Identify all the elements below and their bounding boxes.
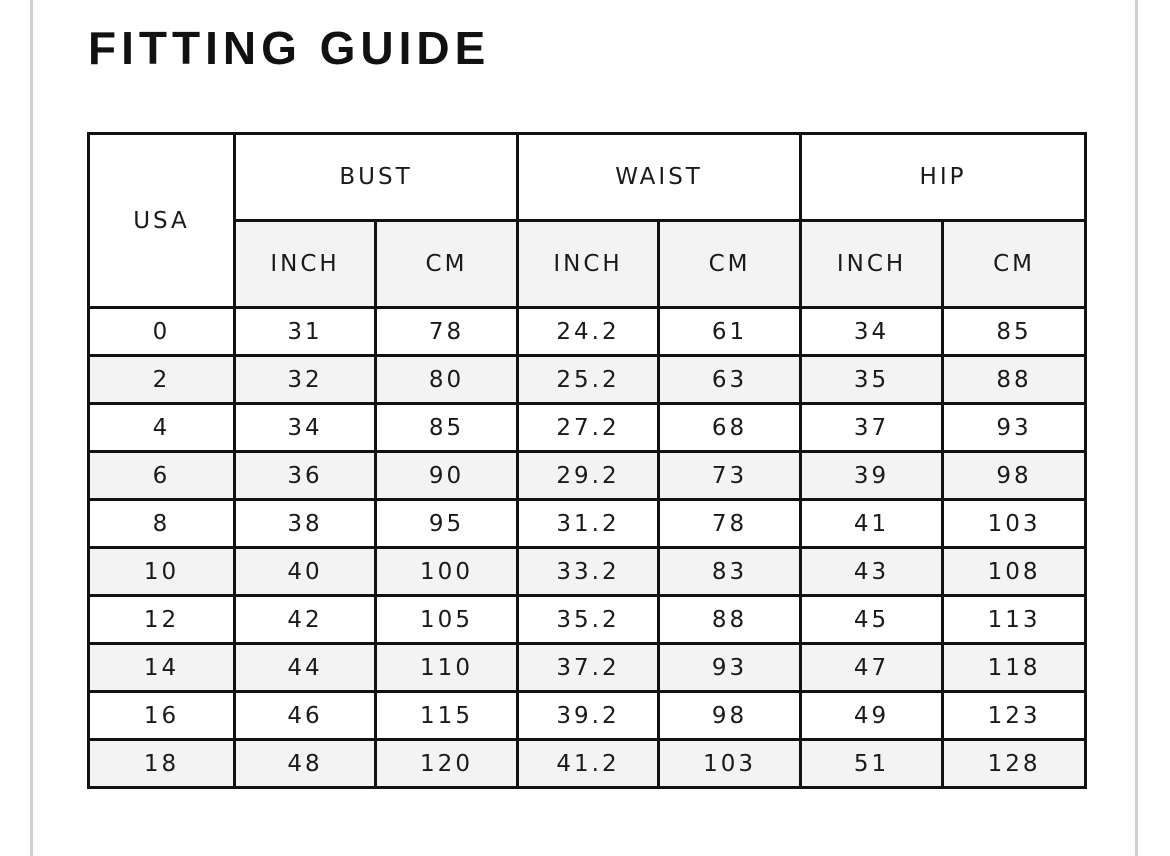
table-row	[89, 692, 1086, 740]
cell-hip-inch: 43	[801, 548, 943, 596]
cell-hip-cm: 103	[943, 500, 1086, 548]
cell-hip-cm: 118	[943, 644, 1086, 692]
header-bust-cm: CM	[376, 221, 518, 308]
cell-hip-cm: 93	[943, 404, 1086, 452]
cell-hip-inch: 37	[801, 404, 943, 452]
cell-hip-inch: 39	[801, 452, 943, 500]
table-row	[89, 596, 1086, 644]
cell-hip-inch: 35	[801, 356, 943, 404]
cell-hip-inch: 49	[801, 692, 943, 740]
cell-usa-size: 10	[89, 548, 235, 596]
cell-waist-cm: 93	[659, 644, 801, 692]
cell-hip-inch: 34	[801, 308, 943, 356]
cell-waist-inch: 24.2	[518, 308, 659, 356]
cell-waist-inch: 27.2	[518, 404, 659, 452]
size-chart-table	[87, 132, 1087, 789]
cell-hip-cm: 128	[943, 740, 1086, 788]
cell-waist-cm: 63	[659, 356, 801, 404]
table-row	[89, 644, 1086, 692]
cell-waist-cm: 103	[659, 740, 801, 788]
table-row	[89, 452, 1086, 500]
cell-usa-size: 4	[89, 404, 235, 452]
cell-bust-cm: 105	[376, 596, 518, 644]
cell-waist-cm: 83	[659, 548, 801, 596]
cell-usa-size: 6	[89, 452, 235, 500]
table-row	[89, 548, 1086, 596]
table-row	[89, 740, 1086, 788]
cell-bust-inch: 40	[235, 548, 376, 596]
cell-waist-cm: 68	[659, 404, 801, 452]
cell-waist-inch: 39.2	[518, 692, 659, 740]
cell-bust-inch: 42	[235, 596, 376, 644]
header-row-units	[89, 221, 1086, 308]
cell-waist-cm: 98	[659, 692, 801, 740]
cell-bust-cm: 80	[376, 356, 518, 404]
cell-hip-cm: 88	[943, 356, 1086, 404]
cell-usa-size: 14	[89, 644, 235, 692]
cell-hip-inch: 47	[801, 644, 943, 692]
cell-usa-size: 8	[89, 500, 235, 548]
cell-bust-cm: 85	[376, 404, 518, 452]
cell-bust-cm: 95	[376, 500, 518, 548]
table-row	[89, 500, 1086, 548]
cell-bust-cm: 100	[376, 548, 518, 596]
table-row	[89, 404, 1086, 452]
cell-usa-size: 12	[89, 596, 235, 644]
cell-waist-inch: 33.2	[518, 548, 659, 596]
header-bust: BUST	[235, 134, 518, 221]
cell-waist-cm: 88	[659, 596, 801, 644]
cell-bust-cm: 110	[376, 644, 518, 692]
cell-hip-cm: 108	[943, 548, 1086, 596]
cell-waist-cm: 73	[659, 452, 801, 500]
cell-hip-cm: 123	[943, 692, 1086, 740]
cell-waist-inch: 25.2	[518, 356, 659, 404]
cell-usa-size: 16	[89, 692, 235, 740]
header-bust-inch: INCH	[235, 221, 376, 308]
cell-bust-inch: 34	[235, 404, 376, 452]
header-waist-cm: CM	[659, 221, 801, 308]
cell-bust-cm: 90	[376, 452, 518, 500]
cell-bust-cm: 120	[376, 740, 518, 788]
cell-bust-inch: 38	[235, 500, 376, 548]
cell-waist-inch: 41.2	[518, 740, 659, 788]
header-waist: WAIST	[518, 134, 801, 221]
cell-bust-inch: 36	[235, 452, 376, 500]
header-hip-inch: INCH	[801, 221, 943, 308]
cell-hip-inch: 41	[801, 500, 943, 548]
cell-hip-inch: 51	[801, 740, 943, 788]
cell-usa-size: 0	[89, 308, 235, 356]
cell-bust-inch: 44	[235, 644, 376, 692]
cell-usa-size: 2	[89, 356, 235, 404]
size-chart-body	[89, 308, 1086, 788]
cell-waist-inch: 31.2	[518, 500, 659, 548]
cell-bust-inch: 32	[235, 356, 376, 404]
cell-waist-inch: 29.2	[518, 452, 659, 500]
cell-bust-cm: 78	[376, 308, 518, 356]
cell-waist-cm: 78	[659, 500, 801, 548]
cell-bust-inch: 48	[235, 740, 376, 788]
cell-hip-inch: 45	[801, 596, 943, 644]
cell-waist-cm: 61	[659, 308, 801, 356]
cell-waist-inch: 35.2	[518, 596, 659, 644]
cell-bust-cm: 115	[376, 692, 518, 740]
cell-waist-inch: 37.2	[518, 644, 659, 692]
cell-bust-inch: 46	[235, 692, 376, 740]
page-title: FITTING GUIDE	[88, 22, 491, 74]
header-usa: USA	[89, 134, 235, 308]
cell-hip-cm: 98	[943, 452, 1086, 500]
cell-usa-size: 18	[89, 740, 235, 788]
header-hip: HIP	[801, 134, 1086, 221]
header-waist-inch: INCH	[518, 221, 659, 308]
cell-bust-inch: 31	[235, 308, 376, 356]
header-row-groups	[89, 134, 1086, 221]
cell-hip-cm: 113	[943, 596, 1086, 644]
header-hip-cm: CM	[943, 221, 1086, 308]
table-row	[89, 308, 1086, 356]
table-row	[89, 356, 1086, 404]
cell-hip-cm: 85	[943, 308, 1086, 356]
